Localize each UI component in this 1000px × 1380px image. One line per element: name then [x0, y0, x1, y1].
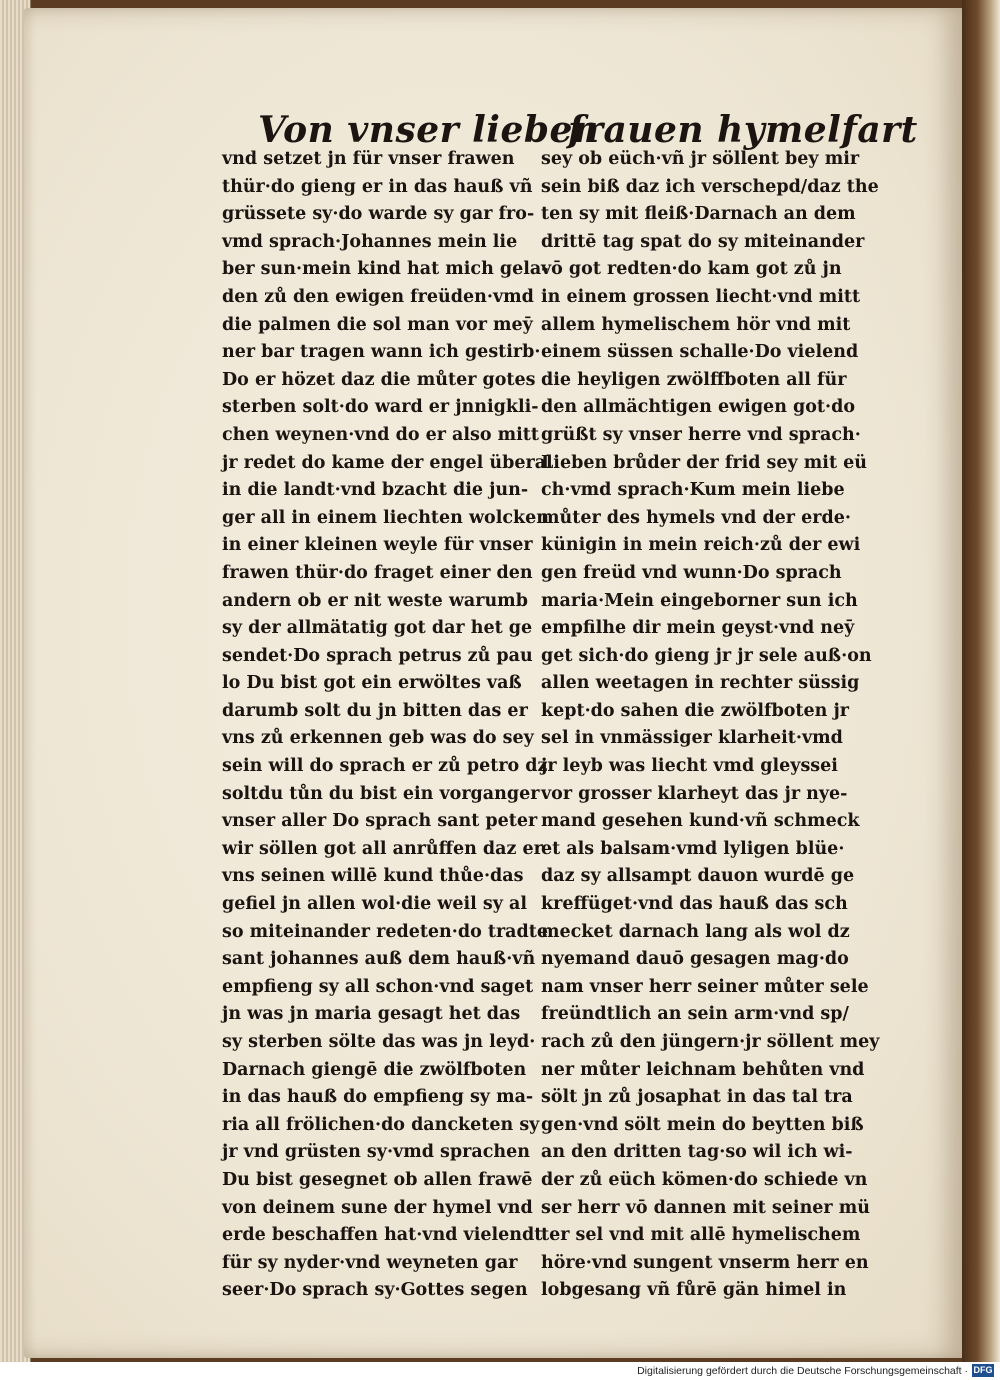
text-line: in einer kleinen weyle für vnser: [222, 535, 533, 556]
text-line: ber sun·mein kind hat mich gela-: [222, 259, 549, 280]
text-column-right: [541, 146, 880, 1305]
text-line: sein will do sprach er zů petro dz: [222, 756, 548, 777]
text-line: jr redet do kame der engel überal: [222, 452, 553, 473]
text-line: für sy nyder·vnd weyneten gar: [222, 1252, 518, 1273]
text-line: get sich·do gieng jr jr sele auß·on: [541, 645, 872, 666]
book-gutter: [962, 0, 1000, 1362]
text-line: grüßt sy vnser herre vnd sprach·: [541, 424, 861, 445]
text-line: ten sy mit fleiß·Darnach an dem: [541, 204, 856, 225]
text-line: höre·vnd sungent vnserm herr en: [541, 1252, 869, 1273]
text-line: andern ob er nit weste warumb: [222, 590, 528, 611]
text-line: sel in vnmässiger klarheit·vmd: [541, 728, 843, 749]
text-line: nam vnser herr seiner můter sele: [541, 976, 869, 997]
text-line: sy sterben sölte das was jn leyd·: [222, 1032, 536, 1052]
text-line: sant johannes auß dem hauß·vñ: [222, 949, 536, 970]
text-line: vnd setzet jn für vnser frawen: [222, 149, 515, 169]
text-line: rach zů den jüngern·jr söllent mey: [541, 1032, 880, 1052]
text-line: Du bist gesegnet ob allen frawē: [222, 1169, 533, 1190]
text-line: můter des hymels vnd der erde·: [541, 507, 851, 528]
text-line: allem hymelischem hör vnd mit: [541, 314, 851, 335]
text-line: die palmen die sol man vor meȳ: [222, 314, 533, 335]
text-line: ter sel vnd mit allē hymelischem: [541, 1225, 861, 1246]
text-line: sölt jn zů josaphat in das tal tra: [541, 1087, 853, 1108]
text-line: ch·vmd sprach·Kum mein liebe: [541, 480, 845, 501]
text-line: den allmächtigen ewigen got·do: [541, 397, 856, 418]
text-line: ser herr vō dannen mit seiner mü: [541, 1197, 870, 1218]
text-line: von deinem sune der hymel vnd: [222, 1197, 533, 1218]
text-line: gen freüd vnd wunn·Do sprach: [541, 562, 842, 583]
text-line: der zů eüch kömen·do schiede vn: [541, 1169, 868, 1190]
text-line: maria·Mein eingeborner sun ich: [541, 590, 858, 611]
text-line: mecket darnach lang als wol dz: [541, 921, 850, 942]
text-line: sendet·Do sprach petrus zů pau: [222, 645, 533, 666]
text-line: ner můter leichnam behůten vnd: [541, 1059, 865, 1080]
text-line: jr vnd grüsten sy·vmd sprachen: [222, 1142, 530, 1163]
text-line: die heyligen zwölffboten all für: [541, 369, 847, 390]
text-line: den zů den ewigen freüden·vmd: [222, 286, 534, 307]
text-line: vns zů erkennen geb was do sey: [222, 728, 534, 749]
text-line: daz sy allsampt dauon wurdē ge: [541, 866, 855, 887]
text-line: thür·do gieng er in das hauß vñ: [222, 176, 533, 197]
text-line: jr leyb was liecht vmd gleyssei: [541, 756, 838, 777]
text-line: soltdu tůn du bist ein vorganger: [222, 783, 540, 804]
text-line: kept·do sahen die zwölfboten jr: [541, 700, 849, 721]
text-line: sey ob eüch·vñ jr söllent bey mir: [541, 149, 860, 169]
text-line: in die landt·vnd bzacht die jun-: [222, 480, 529, 501]
text-line: künigin in mein reich·zů der ewi: [541, 535, 861, 556]
text-line: Lieben brůder der frid sey mit eü: [541, 452, 867, 473]
footer-credit: Digitalisierung gefördert durch die Deutsche Forschungsgemeinschaft ·: [637, 1365, 968, 1377]
text-line: vmd sprach·Johannes mein lie: [222, 231, 518, 252]
text-line: mand gesehen kund·vñ schmeck: [541, 811, 860, 832]
text-line: sterben solt·do ward er jnnigkli-: [222, 397, 539, 418]
text-column-left: [222, 146, 553, 1305]
text-line: Darnach giengē die zwölfboten: [222, 1059, 527, 1080]
text-line: in das hauß do empfieng sy ma-: [222, 1087, 534, 1108]
text-line: gen·vnd sölt mein do beytten biß: [541, 1114, 864, 1135]
text-line: lo Du bist got ein erwöltes vaß: [222, 673, 522, 694]
text-line: in einem grossen liecht·vnd mitt: [541, 286, 861, 307]
text-line: vnser aller Do sprach sant peter: [222, 811, 538, 832]
text-line: einem süssen schalle·Do vielend: [541, 342, 859, 363]
text-line: et als balsam·vmd lyligen blüe·: [541, 838, 845, 859]
text-line: empfieng sy all schon·vnd saget: [222, 976, 534, 997]
text-line: empfilhe dir mein geyst·vnd neȳ: [541, 618, 855, 639]
text-line: chen weynen·vnd do er also mitt: [222, 424, 539, 445]
running-heading-right: frauen hymelfart: [568, 109, 918, 151]
text-line: gefiel jn allen wol·die weil sy al: [222, 894, 527, 915]
text-line: frawen thür·do fraget einer den: [222, 562, 533, 583]
text-line: vor grosser klarheyt das jr nye-: [541, 783, 848, 804]
running-heading-left: Von vnser lieben: [258, 109, 600, 151]
text-line: freündtlich an sein arm·vnd sp/: [541, 1004, 849, 1025]
text-line: sein biß daz ich verschepd/daz the: [541, 176, 879, 197]
text-line: seer·Do sprach sy·Gottes segen: [222, 1280, 528, 1301]
text-line: darumb solt du jn bitten das er: [222, 700, 528, 721]
text-line: wir söllen got all anrůffen daz er: [222, 838, 543, 859]
text-line: nyemand dauō gesagen mag·do: [541, 949, 849, 970]
text-line: vns seinen willē kund thůe·das: [222, 866, 524, 887]
text-line: sy der allmätatig got dar het ge: [222, 618, 533, 639]
text-line: Do er hözet daz die můter gotes: [222, 369, 536, 390]
text-line: ria all frölichen·do dancketen sy: [222, 1114, 540, 1135]
text-line: ger all in einem liechten wolcken: [222, 507, 549, 528]
text-line: jn was jn maria gesagt het das: [222, 1004, 521, 1025]
text-line: grüssete sy·do warde sy gar fro-: [222, 204, 535, 225]
dfg-logo: DFG: [973, 1365, 993, 1375]
text-line: drittē tag spat do sy miteinander: [541, 231, 865, 252]
text-line: ner bar tragen wann ich gestirb·: [222, 342, 541, 363]
text-line: an den dritten tag·so wil ich wi-: [541, 1142, 853, 1163]
text-line: kreffüget·vnd das hauß das sch: [541, 894, 848, 915]
text-line: so miteinander redeten·do tradte: [222, 921, 548, 942]
text-line: lobgesang vñ fůrē gän himel in: [541, 1280, 847, 1301]
text-line: allen weetagen in rechter süssig: [541, 673, 860, 694]
text-line: erde beschaffen hat·vnd vielendt: [222, 1225, 543, 1246]
text-line: vō got redten·do kam got zů jn: [541, 259, 842, 280]
